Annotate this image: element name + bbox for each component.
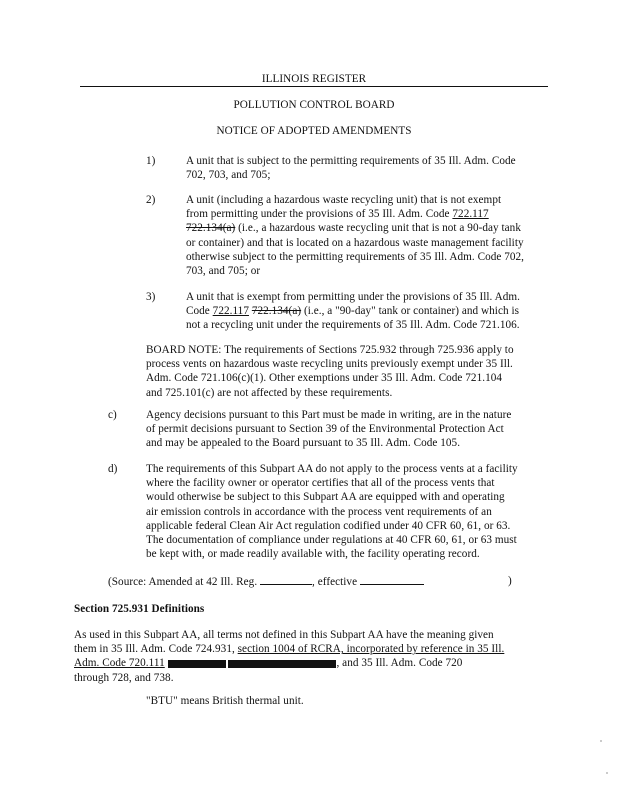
header-rule	[80, 86, 548, 87]
section-line	[74, 656, 574, 670]
item-2-line: otherwise subject to the permitting requirements of 35 Ill. Adm. Code 702,	[186, 250, 525, 263]
register-header	[80, 72, 548, 86]
item-2-text-run: from permitting under the provisions of 35 Ill. Adm. Code	[186, 208, 453, 221]
board-note	[146, 343, 566, 400]
source-text: (Source: Amended at 42 Ill. Reg.	[108, 576, 261, 588]
item-1-number: 1)	[146, 155, 156, 167]
para-d-line: The requirements of this Subpart AA do not apply to the process vents at a facility	[146, 463, 518, 475]
item-3-line: A unit that is exempt from permitting under the provisions of 35 Ill. Adm.	[186, 291, 521, 303]
redacted-text-block	[168, 660, 226, 668]
register-title: ILLINOIS REGISTER	[261, 73, 367, 85]
para-d-line: be kept with, or made readily available with, the facility operating record.	[146, 548, 480, 561]
item-2-line: A unit (including a hazardous waste recycling unit) that is not exempt	[186, 194, 502, 206]
item-3-line: not a recycling unit under the requirements of 35 Ill. Adm. Code 721.106.	[186, 319, 520, 332]
para-d-text	[146, 462, 570, 561]
para-c-line: and may be appealed to the Board pursuant to 35 Ill. Adm. Code 105.	[146, 437, 461, 450]
item-3-line	[186, 304, 566, 318]
para-c-text	[146, 408, 570, 451]
deleted-citation: 722.134(a)	[186, 222, 236, 235]
para-d-label: d)	[108, 463, 118, 475]
board-note-line: process vents on hazardous waste recycling units previously exempt under 35 Ill.	[146, 358, 513, 371]
section-line: As used in this Subpart AA, all terms not defined in this Subpart AA have the meaning given	[74, 629, 494, 641]
effective-text: , effective	[312, 576, 360, 588]
btu-definition: "BTU" means British thermal unit.	[146, 695, 304, 707]
item-2-number: 2)	[146, 194, 156, 206]
para-d-line: air emission controls in accordance with the process vent requirements of an	[146, 505, 492, 518]
section-heading: Section 725.931 Definitions	[74, 603, 205, 615]
section-text-run: , and 35 Ill. Adm. Code 720	[336, 657, 463, 670]
para-d-line: The documentation of compliance under regulations at 40 CFR 60, 61, or 63 must	[146, 534, 517, 547]
source-line	[108, 574, 528, 589]
item-3-text-run: (i.e., a "90-day" tank or container) and which is	[301, 305, 520, 318]
para-c-line: Agency decisions pursuant to this Part must be made in writing, are in the nature	[146, 409, 512, 421]
item-2-line	[186, 207, 566, 221]
item-2-line: 703, and 705; or	[186, 265, 261, 278]
item-2-text	[186, 193, 566, 278]
item-1-line: A unit that is subject to the permitting requirements of 35 Ill. Adm. Code	[186, 155, 516, 167]
section-body	[74, 628, 574, 685]
effective-date-blank	[360, 574, 424, 585]
item-2-text-run: (i.e., a hazardous waste recycling unit that is not a 90-day tank	[235, 222, 521, 235]
board-title: POLLUTION CONTROL BOARD	[233, 99, 395, 111]
para-c-line: of permit decisions pursuant to Section 39 of the Environmental Protection Act	[146, 423, 504, 436]
item-1-text	[186, 154, 566, 182]
para-c-label: c)	[108, 409, 117, 421]
scan-speck	[606, 772, 608, 774]
redacted-text-block	[228, 660, 336, 668]
inserted-citation: 722.117	[212, 305, 249, 318]
board-note-line: and 725.101(c) are not affected by these requirements.	[146, 386, 393, 399]
para-d-line: would otherwise be subject to this Subpart AA are equipped with and operating	[146, 491, 505, 504]
deleted-citation: 722.134(a)	[251, 305, 302, 318]
para-d-line: where the facility owner or operator certifies that all of the process vents that	[146, 477, 495, 490]
item-3-text	[186, 290, 566, 333]
para-d-line: applicable federal Clean Air Act regulation codified under 40 CFR 60, 61, or 63.	[146, 519, 511, 532]
source-close: )	[508, 575, 512, 587]
scan-speck	[600, 740, 602, 742]
item-3-text-run: Code	[186, 305, 213, 318]
inserted-rcra-reference: section 1004 of RCRA, incorporated by reference in 35 Ill.	[237, 643, 505, 656]
board-note-line: BOARD NOTE: The requirements of Sections 725.932 through 725.936 apply to	[146, 344, 514, 356]
inserted-citation: 722.117	[452, 208, 489, 221]
section-line: through 728, and 738.	[74, 671, 174, 684]
item-2-line: or container) and that is located on a hazardous waste management facility	[186, 236, 524, 249]
item-1-line: 702, 703, and 705;	[186, 169, 271, 182]
item-3-number: 3)	[146, 291, 156, 303]
register-blank	[260, 574, 312, 585]
section-text-run: them in 35 Ill. Adm. Code 724.931,	[74, 643, 238, 656]
inserted-adm-code-reference: Adm. Code 720.111	[74, 657, 165, 670]
item-2-line	[186, 221, 566, 235]
notice-title: NOTICE OF ADOPTED AMENDMENTS	[216, 125, 412, 137]
board-note-line: Adm. Code 721.106(c)(1). Other exemptions under 35 Ill. Adm. Code 721.104	[146, 372, 503, 385]
section-line	[74, 642, 574, 656]
